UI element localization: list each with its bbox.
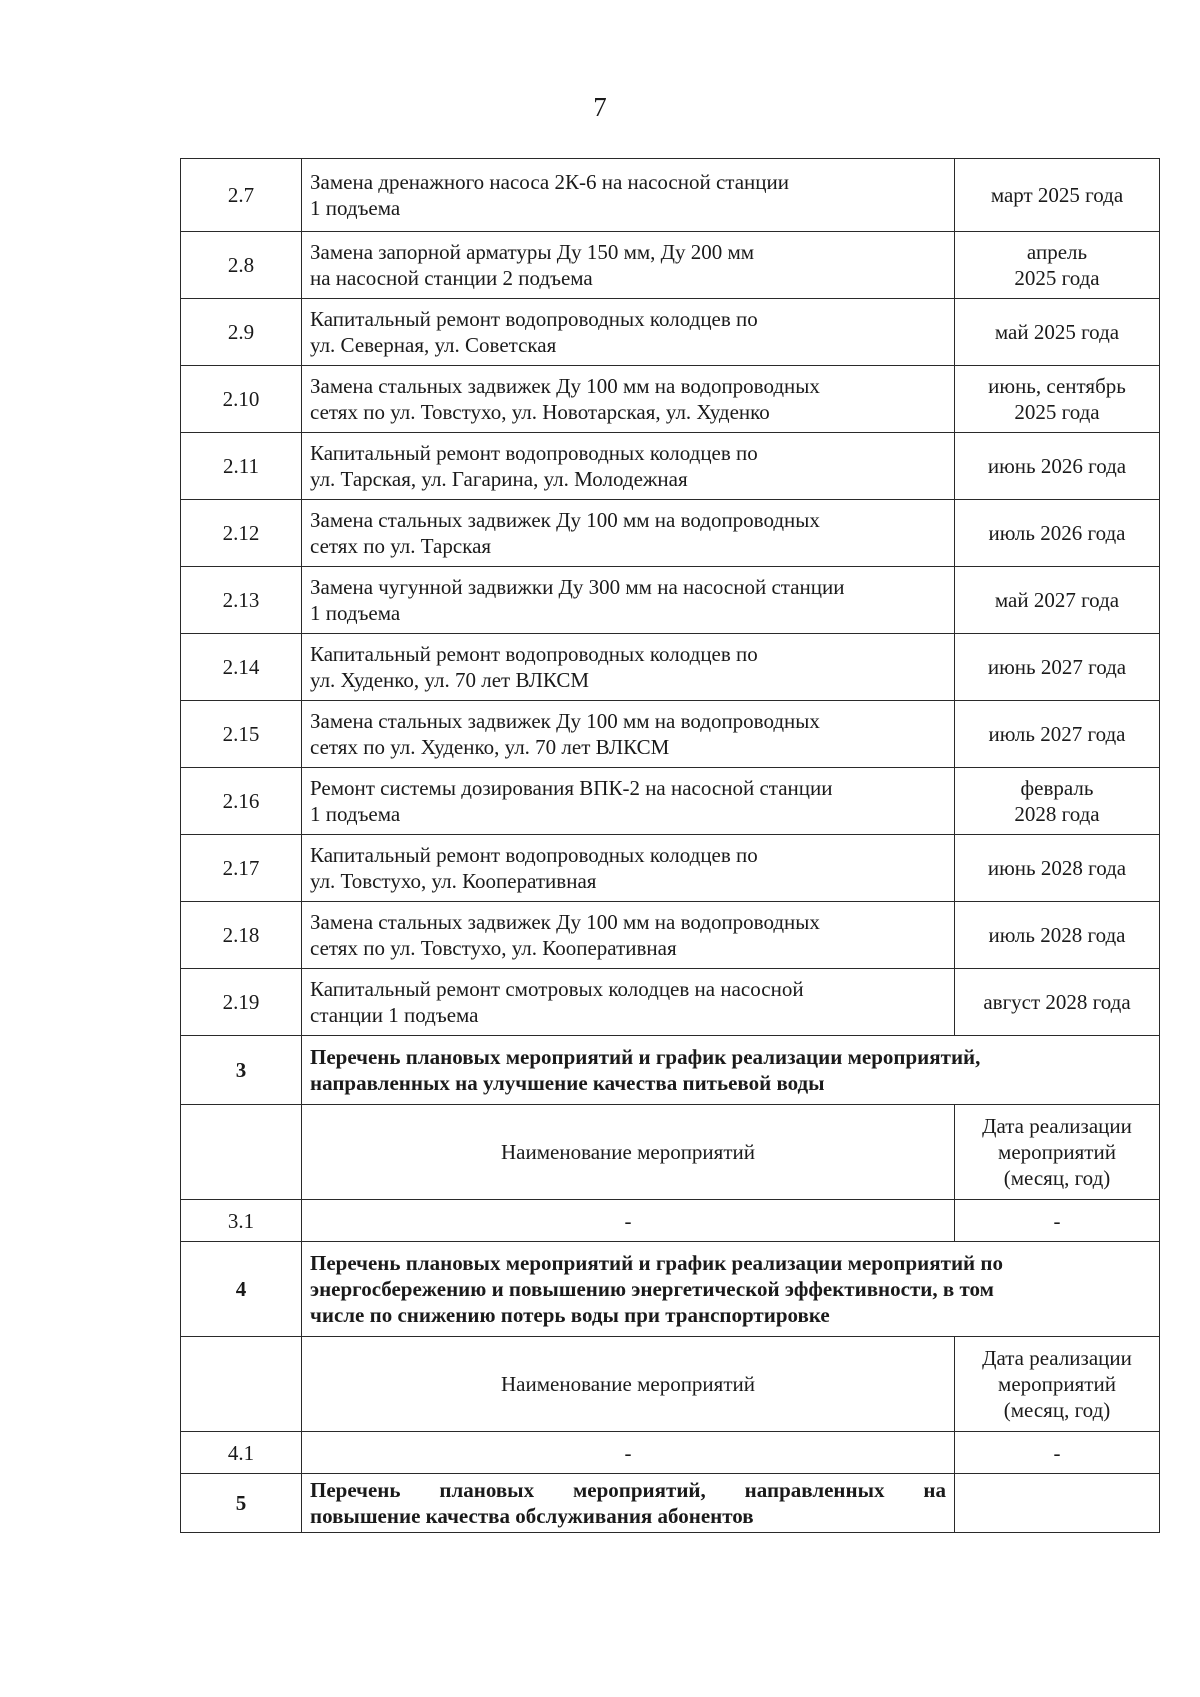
row-measure-name-line: Капитальный ремонт водопроводных колодцев по: [310, 441, 758, 465]
row-date-line: июль 2027 года: [988, 722, 1126, 746]
row-measure-name-line: ул. Товстухо, ул. Кооперативная: [310, 869, 597, 893]
row-measure-name-line: Замена запорной арматуры Ду 150 мм, Ду 200 мм: [310, 240, 755, 264]
row-number: 2.9: [181, 299, 302, 366]
row-measure-name-line: на насосной станции 2 подъема: [310, 266, 593, 290]
row-measure-name: [302, 835, 955, 902]
row-number: 2.11: [181, 433, 302, 500]
row-measure-name: [302, 159, 955, 232]
section-4-title-line: энергосбережению и повышению энергетической эффективности, в том: [310, 1277, 994, 1301]
row-date-line: март 2025 года: [990, 183, 1124, 207]
section-4-title-line: числе по снижению потерь воды при транспортировке: [310, 1303, 830, 1327]
row-measure-name-line: Капитальный ремонт водопроводных колодцев по: [310, 307, 758, 331]
row-number: 2.19: [181, 969, 302, 1036]
section-5-row: [181, 1474, 1160, 1533]
section-4-item-name: -: [302, 1432, 955, 1474]
section-3-header-row: [181, 1105, 1160, 1200]
row-number: 2.18: [181, 902, 302, 969]
row-date: [955, 500, 1160, 567]
section-3-header-date-line: (месяц, год): [1003, 1166, 1111, 1190]
row-date: [955, 159, 1160, 232]
row-measure-name-line: Замена чугунной задвижки Ду 300 мм на насосной станции: [310, 575, 845, 599]
row-date-line: 2025 года: [1014, 400, 1100, 424]
table-row: [181, 299, 1160, 366]
row-measure-name-line: сетях по ул. Тарская: [310, 534, 492, 558]
section-4-header-date: [955, 1337, 1160, 1432]
row-measure-name-line: Капитальный ремонт водопроводных колодцев по: [310, 843, 758, 867]
section-5-title-line: повышение качества обслуживания абонентов: [310, 1504, 754, 1528]
section-4-header-date-line: мероприятий: [998, 1372, 1116, 1396]
row-measure-name-line: 1 подъема: [310, 601, 401, 625]
row-date: [955, 835, 1160, 902]
row-number: 2.7: [181, 159, 302, 232]
row-date-line: 2028 года: [1014, 802, 1100, 826]
row-date-line: июль 2028 года: [988, 923, 1126, 947]
row-measure-name-line: ул. Тарская, ул. Гагарина, ул. Молодежная: [310, 467, 688, 491]
row-measure-name-line: Капитальный ремонт водопроводных колодцев по: [310, 642, 758, 666]
row-measure-name-line: Замена стальных задвижек Ду 100 мм на водопроводных: [310, 709, 820, 733]
row-measure-name-line: сетях по ул. Товстухо, ул. Кооперативная: [310, 936, 677, 960]
row-measure-name-line: сетях по ул. Худенко, ул. 70 лет ВЛКСМ: [310, 735, 670, 759]
row-date-line: май 2025 года: [994, 320, 1120, 344]
table-row: [181, 701, 1160, 768]
section-4-number: 4: [181, 1242, 302, 1337]
row-date-line: апрель: [1026, 240, 1088, 264]
row-number: 2.16: [181, 768, 302, 835]
section-3-item-row: [181, 1200, 1160, 1242]
row-measure-name: [302, 768, 955, 835]
row-measure-name-line: Замена стальных задвижек Ду 100 мм на водопроводных: [310, 910, 820, 934]
section-4-header-row: [181, 1337, 1160, 1432]
table-row: [181, 969, 1160, 1036]
row-measure-name: [302, 433, 955, 500]
row-measure-name: [302, 902, 955, 969]
section-4-item-date: -: [955, 1432, 1160, 1474]
section-3-item-number: 3.1: [181, 1200, 302, 1242]
table-row: [181, 634, 1160, 701]
row-measure-name: [302, 567, 955, 634]
section-3-title-line: направленных на улучшение качества питьевой воды: [310, 1071, 825, 1095]
row-date: [955, 969, 1160, 1036]
section-4-header-empty: [181, 1337, 302, 1432]
section-4-header-date-line: Дата реализации: [982, 1346, 1132, 1370]
table-row: [181, 500, 1160, 567]
row-measure-name-line: станции 1 подъема: [310, 1003, 479, 1027]
table-row: [181, 159, 1160, 232]
row-number: 2.13: [181, 567, 302, 634]
row-measure-name: [302, 366, 955, 433]
section-5-title: [302, 1474, 955, 1533]
table-row: [181, 567, 1160, 634]
row-measure-name-line: ул. Худенко, ул. 70 лет ВЛКСМ: [310, 668, 590, 692]
section-5-title-line: Перечень плановых мероприятий, направленных на: [310, 1478, 946, 1502]
row-date-line: февраль: [1020, 776, 1094, 800]
table-row: [181, 835, 1160, 902]
measures-table: [180, 158, 1160, 1533]
row-date-line: июль 2026 года: [988, 521, 1126, 545]
row-number: 2.8: [181, 232, 302, 299]
row-measure-name-line: Капитальный ремонт смотровых колодцев на насосной: [310, 977, 804, 1001]
table-row: [181, 768, 1160, 835]
row-measure-name: [302, 701, 955, 768]
row-number: 2.10: [181, 366, 302, 433]
table-row: [181, 902, 1160, 969]
row-date: [955, 299, 1160, 366]
row-measure-name-line: 1 подъема: [310, 196, 401, 220]
row-measure-name-line: Замена стальных задвижек Ду 100 мм на водопроводных: [310, 508, 820, 532]
section-3-row: [181, 1036, 1160, 1105]
section-4-title: [302, 1242, 1160, 1337]
row-date: [955, 902, 1160, 969]
section-4-header-name: Наименование мероприятий: [302, 1337, 955, 1432]
section-3-header-date-line: Дата реализации: [982, 1114, 1132, 1138]
row-measure-name-line: Ремонт системы дозирования ВПК-2 на насосной станции: [310, 776, 833, 800]
section-4-row: [181, 1242, 1160, 1337]
row-date-line: июнь 2026 года: [987, 454, 1127, 478]
section-3-item-date: -: [955, 1200, 1160, 1242]
section-3-header-date: [955, 1105, 1160, 1200]
row-number: 2.17: [181, 835, 302, 902]
row-measure-name-line: 1 подъема: [310, 802, 401, 826]
section-4-item-row: [181, 1432, 1160, 1474]
row-date-line: июнь 2027 года: [987, 655, 1127, 679]
row-measure-name-line: Замена стальных задвижек Ду 100 мм на водопроводных: [310, 374, 820, 398]
table-row: [181, 232, 1160, 299]
row-date: [955, 768, 1160, 835]
row-date: [955, 232, 1160, 299]
row-date: [955, 634, 1160, 701]
section-5-number: 5: [181, 1474, 302, 1533]
row-measure-name: [302, 634, 955, 701]
row-number: 2.15: [181, 701, 302, 768]
row-measure-name: [302, 969, 955, 1036]
row-measure-name-line: ул. Северная, ул. Советская: [310, 333, 557, 357]
section-5-date-empty: [955, 1474, 1160, 1533]
section-3-number: 3: [181, 1036, 302, 1105]
row-measure-name: [302, 500, 955, 567]
row-measure-name: [302, 232, 955, 299]
section-4-item-number: 4.1: [181, 1432, 302, 1474]
row-date-line: 2025 года: [1014, 266, 1100, 290]
row-date-line: май 2027 года: [994, 588, 1120, 612]
row-date: [955, 567, 1160, 634]
table-row: [181, 433, 1160, 500]
row-measure-name-line: Замена дренажного насоса 2К-6 на насосной станции: [310, 170, 790, 194]
section-3-header-empty: [181, 1105, 302, 1200]
section-3-title: [302, 1036, 1160, 1105]
row-date: [955, 366, 1160, 433]
row-number: 2.12: [181, 500, 302, 567]
section-4-header-date-line: (месяц, год): [1003, 1398, 1111, 1422]
row-number: 2.14: [181, 634, 302, 701]
row-date-line: июнь 2028 года: [987, 856, 1127, 880]
measures-table-body: [181, 159, 1160, 1533]
row-date: [955, 701, 1160, 768]
row-measure-name-line: сетях по ул. Товстухо, ул. Новотарская, ул. Худенко: [310, 400, 770, 424]
row-date-line: июнь, сентябрь: [988, 374, 1126, 398]
section-3-header-name: Наименование мероприятий: [302, 1105, 955, 1200]
section-3-item-name: -: [302, 1200, 955, 1242]
row-measure-name: [302, 299, 955, 366]
page-number: 7: [593, 92, 607, 122]
row-date-line: август 2028 года: [983, 990, 1131, 1014]
row-date: [955, 433, 1160, 500]
section-3-header-date-line: мероприятий: [998, 1140, 1116, 1164]
section-3-title-line: Перечень плановых мероприятий и график реализации мероприятий,: [310, 1045, 981, 1069]
section-4-title-line: Перечень плановых мероприятий и график реализации мероприятий по: [310, 1251, 1004, 1275]
table-row: [181, 366, 1160, 433]
